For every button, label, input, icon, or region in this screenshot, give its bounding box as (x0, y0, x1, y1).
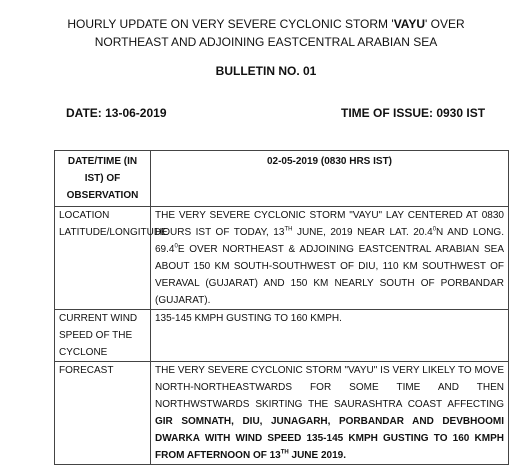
header-date-time: DATE/TIME (IN IST) OF OBSERVATION (55, 151, 151, 207)
issue-time: TIME OF ISSUE: 0930 IST (341, 106, 486, 120)
location-text-b: JUNE, 2019 NEAR LAT. 20.4 (292, 227, 433, 238)
forecast-text (151, 362, 509, 465)
location-label-cell (55, 207, 168, 310)
location-sup-b: 0 (432, 226, 437, 233)
observation-table (54, 150, 509, 465)
title-prefix: HOURLY UPDATE ON VERY SEVERE CYCLONIC STORM ' (67, 17, 394, 31)
forecast-text-a: THE VERY SEVERE CYCLONIC STORM "VAYU" IS VERY LIKELY TO MOVE NORTH-NORTHEASTWARDS FOR SOME TIME AND THEN NORTHWSTWARDS SKIRTING THE SAURASHTRA COAST AFFECTING (155, 365, 504, 410)
location-text (151, 207, 509, 310)
bulletin-title-line2: NORTHEAST AND ADJOINING EASTCENTRAL ARABIAN SEA (94, 35, 438, 49)
bulletin-number: BULLETIN NO. 01 (215, 64, 317, 78)
issue-date: DATE: 13-06-2019 (66, 106, 167, 120)
forecast-bold-sup: TH (280, 449, 289, 456)
header-observation-time: 02-05-2019 (0830 HRS IST) (151, 151, 509, 207)
storm-name: VAYU (393, 17, 426, 31)
location-text-c: N AND LONG. 69.4 (155, 227, 504, 255)
location-text-a: THE VERY SEVERE CYCLONIC STORM "VAYU" LAY CENTERED AT 0830 HOURS IST OF TODAY, 13 (155, 210, 504, 238)
location-label: LOCATION (59, 210, 110, 221)
location-sup-c: 0 (174, 243, 178, 250)
location-sup-a: TH (284, 226, 293, 233)
wind-label: CURRENT WIND SPEED OF THE CYCLONE (55, 310, 151, 362)
bulletin-title-line1 (0, 16, 532, 33)
forecast-bold-text: GIR SOMNATH, DIU, JUNAGARH, PORBANDAR AND DEVBHOOMI DWARKA WITH WIND SPEED 135-145 KMPH GUSTING TO 160 KMPH FROM AFTERNOON OF 13 (155, 416, 504, 461)
location-text-d: E OVER NORTHEAST & ADJOINING EASTCENTRAL ARABIAN SEA ABOUT 150 KM SOUTH-SOUTHWEST OF DIU, 110 KM SOUTHWEST OF VERAVAL (GUJARAT) AND 150 KM NEARLY SOUTH OF PORBANDAR (GUJARAT). (155, 244, 504, 306)
forecast-bold-end: JUNE 2019. (288, 450, 347, 461)
table-header-row (55, 151, 509, 207)
wind-value: 135-145 KMPH GUSTING TO 160 KMPH. (151, 310, 509, 362)
forecast-label: FORECAST (55, 362, 151, 465)
lat-long-label: LATITUDE/LONGITUDE (59, 227, 168, 238)
table-row-forecast (55, 362, 509, 465)
table-row-location (55, 207, 509, 310)
table-row-wind (55, 310, 509, 362)
title-suffix: ' OVER (425, 17, 465, 31)
